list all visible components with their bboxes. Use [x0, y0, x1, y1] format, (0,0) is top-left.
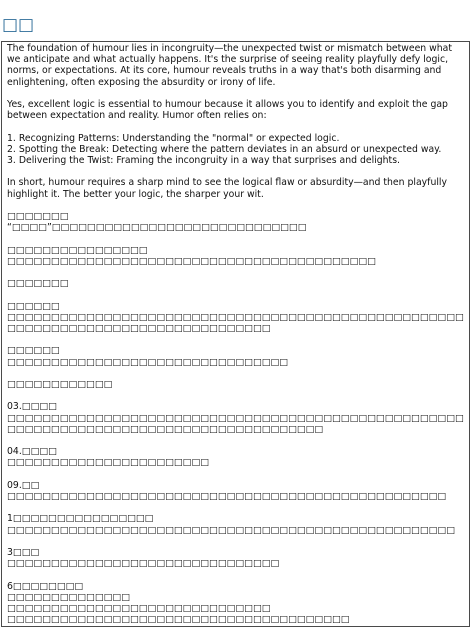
paragraph-logic: Yes, excellent logic is essential to humour because it allows you to identify and exploit the gap between expectation and reality. Humor often relies on:	[7, 99, 451, 122]
paragraph-cjk-2: □□□□□□□□□□□□□□□□ □□□□□□□□□□□□□□□□□□□□□□□□□□□□□□□□□□□□□□□□□□	[7, 244, 376, 267]
paragraph-item-3: 3□□□ □□□□□□□□□□□□□□□□□□□□□□□□□□□□□□□	[7, 546, 280, 570]
paragraph-item-1: 1□□□□□□□□□□□□□□□□ □□□□□□□□□□□□□□□□□□□□□□□□□□□□□□□□□□□□□□□□□□□□□□□□□□□	[7, 513, 455, 536]
paragraph-cjk-3: □□□□□□□	[7, 278, 69, 290]
paragraph-cjk-4: □□□□□□ □□□□□□□□□□□□□□□□□□□□□□□□□□□□□□□□□□□□□□□□□□□□□□□□□□□□□□□□□□□□□□□□□□□□□□□□□□□□□□□□□□	[7, 300, 464, 334]
paragraph-section-03: 03.□□□□ □□□□□□□□□□□□□□□□□□□□□□□□□□□□□□□□□□□□□□□□□□□□□□□□□□□□□□□□□□□□□□□□□□□□□□□□□□□□□□□□□□□□□□□□	[7, 401, 464, 435]
paragraph-cjk-6: □□□□□□□□□□□□	[7, 378, 113, 390]
paragraph-section-04: 04.□□□□ □□□□□□□□□□□□□□□□□□□□□□□	[7, 446, 210, 469]
paragraph-item-6: 6□□□□□□□□ □□□□□□□□□□□□□□ □□□□□□□□□□□□□□□□□□□□□□□□□□□□□□ □□□□□□□□□□□□□□□□□□□□□□□□□□□□□□□□□□□□□□□	[7, 580, 350, 626]
page-title: □□	[2, 15, 35, 35]
paragraph-summary: In short, humour requires a sharp mind to see the logical flaw or absurdity—and then playfully highlight it. The better your logic, the sharper your wit.	[7, 177, 450, 200]
paragraph-incongruity: The foundation of humour lies in incongruity—the unexpected twist or mismatch between what we anticipate and what actually happens. It's the surprise of seeing reality playfully defy logic, norms, or expectations. At its core, humour reveals truths in a way that's both disarming and enlightening, often exposing the absurdity or irony of life.	[7, 43, 455, 88]
paragraph-cjk-1: □□□□□□□ “□□□□”□□□□□□□□□□□□□□□□□□□□□□□□□□□□□	[7, 210, 307, 234]
paragraph-numbered-list: 1. Recognizing Patterns: Understanding the "normal" or expected logic. 2. Spotting the Break: Detecting where the pattern deviates in an absurd or unexpected way. 3. Delivering the Twist: Framing the incongruity in a way that surprises and delights.	[7, 132, 442, 166]
paragraph-section-09: 09.□□ □□□□□□□□□□□□□□□□□□□□□□□□□□□□□□□□□□□□□□□□□□□□□□□□□□	[7, 479, 447, 502]
text-content-box	[1, 41, 470, 627]
paragraph-cjk-5: □□□□□□ □□□□□□□□□□□□□□□□□□□□□□□□□□□□□□□□	[7, 345, 289, 368]
